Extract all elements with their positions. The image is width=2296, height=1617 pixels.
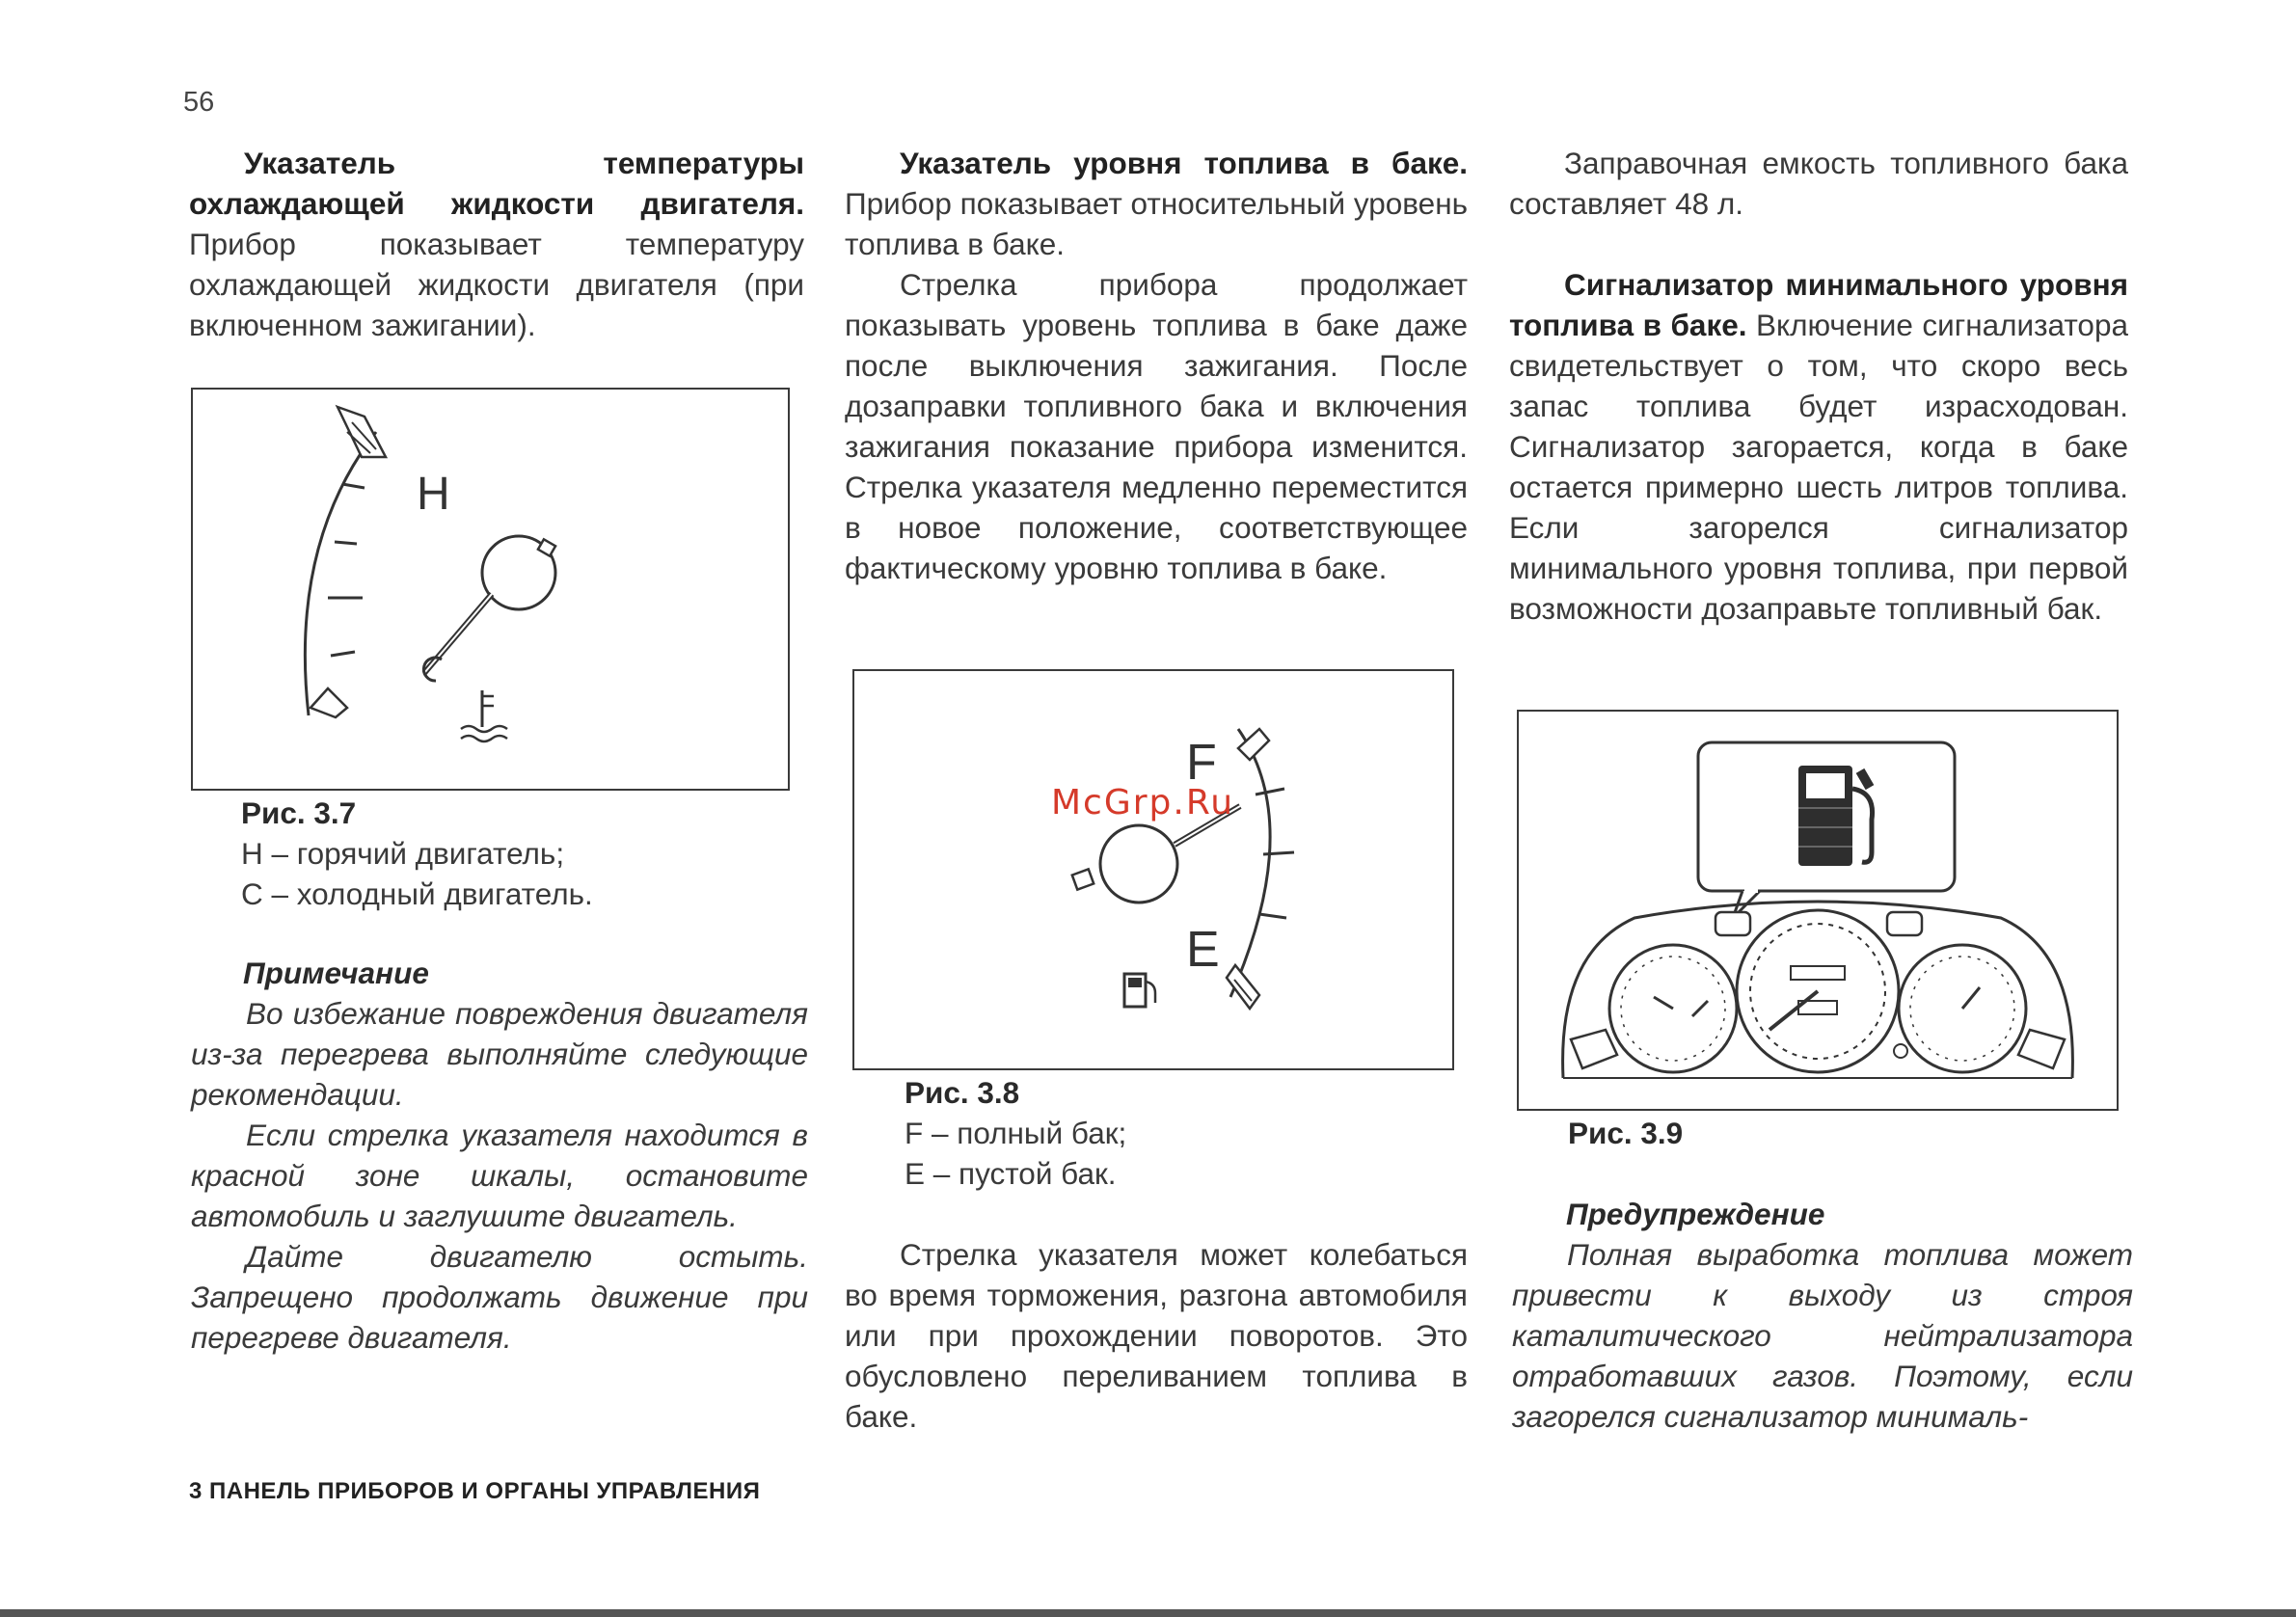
low-fuel-heading: Сигнализатор минимального уровня топлива в баке.	[1509, 267, 2128, 342]
figure-3-7-number: Рис. 3.7	[241, 795, 357, 830]
warning-title: Предупреждение	[1566, 1197, 1825, 1231]
empty-label: E	[1186, 922, 1220, 978]
note-title: Примечание	[243, 956, 429, 990]
low-fuel-paragraph	[1509, 264, 2128, 629]
figure-3-8-line-empty: E – пустой бак.	[905, 1156, 1117, 1191]
instrument-cluster-drawing	[1519, 712, 2117, 1109]
column-3	[1509, 143, 2128, 629]
note-block	[191, 953, 808, 1358]
figure-3-8-caption	[905, 1072, 1445, 1194]
temperature-gauge-drawing	[193, 390, 788, 789]
figure-3-9	[1517, 710, 2119, 1111]
fuel-fluctuation-paragraph: Стрелка указателя может колебаться во время торможения, разгона автомобиля или при прохождении поворотов. Это обусловлено переливанием топлива в баке.	[845, 1237, 1468, 1434]
figure-3-7-line-cold: С – холодный двигатель.	[241, 876, 593, 911]
fuel-level-heading: Указатель уровня топлива в баке.	[900, 146, 1468, 180]
full-label: F	[1186, 735, 1217, 791]
coolant-temp-paragraph	[189, 143, 804, 345]
column-2	[845, 143, 1468, 588]
page-number: 56	[183, 87, 215, 118]
figure-3-9-number: Рис. 3.9	[1568, 1116, 1684, 1150]
fuel-needle-paragraph: Стрелка прибора продолжает показывать уровень топлива в баке даже после выключения зажигания. После дозаправки топливного бака и включения зажигания показание прибора изменится. Стрелка указателя медленно переместится в новое положение, соответствующее фактическому уровню топлива в баке.	[845, 267, 1468, 585]
figure-3-8-number: Рис. 3.8	[905, 1075, 1020, 1110]
low-fuel-body: Включение сигнализатора свидетельствует о том, что скоро весь запас топлива будет израсходован. Сигнализатор загорается, когда в баке остается примерно шесть литров топлива. Если загорелся сигнализатор минимального уровня топлива, при первой возможности дозаправьте топливный бак.	[1509, 308, 2128, 626]
bottom-border	[0, 1609, 2296, 1617]
hot-label: H	[417, 469, 450, 520]
coolant-temp-body: Прибор показывает температуру охлаждающей жидкости двигателя (при включенном зажигании).	[189, 227, 804, 342]
fuel-gauge-drawing	[854, 671, 1452, 1068]
tank-capacity-paragraph: Заправочная емкость топливного бака составляет 48 л.	[1509, 146, 2128, 221]
watermark: McGrp.Ru	[1051, 783, 1235, 822]
chapter-footer: 3 ПАНЕЛЬ ПРИБОРОВ И ОРГАНЫ УПРАВЛЕНИЯ	[189, 1478, 761, 1504]
figure-3-7-caption	[241, 793, 781, 914]
figure-3-7	[191, 388, 790, 791]
figure-3-8	[852, 669, 1454, 1070]
note-paragraph-3: Дайте двигателю остыть. Запрещено продолжать движение при перегреве двигателя.	[191, 1239, 808, 1355]
note-paragraph-1: Во избежание повреждения двигателя из-за перегрева выполняйте следующие рекомендации.	[191, 996, 808, 1112]
warning-paragraph: Полная выработка топлива может привести к выходу из строя каталитического нейтрализатора отработавших газов. Поэтому, если загорелся сигнализатор минималь-	[1512, 1237, 2133, 1434]
fuel-level-paragraph	[845, 143, 1468, 264]
figure-3-8-line-full: F – полный бак;	[905, 1116, 1127, 1150]
coolant-temp-heading: Указатель температуры охлаждающей жидкости двигателя.	[189, 146, 804, 221]
fuel-level-body: Прибор показывает относительный уровень топлива в баке.	[845, 186, 1468, 261]
column-2-bottom	[845, 1234, 1468, 1437]
note-paragraph-2: Если стрелка указателя находится в красной зоне шкалы, остановите автомобиль и заглушите двигатель.	[191, 1118, 808, 1233]
warning-block	[1512, 1194, 2133, 1437]
figure-3-7-line-hot: Н – горячий двигатель;	[241, 836, 565, 871]
column-1	[189, 143, 804, 345]
figure-3-9-caption	[1568, 1113, 1954, 1153]
